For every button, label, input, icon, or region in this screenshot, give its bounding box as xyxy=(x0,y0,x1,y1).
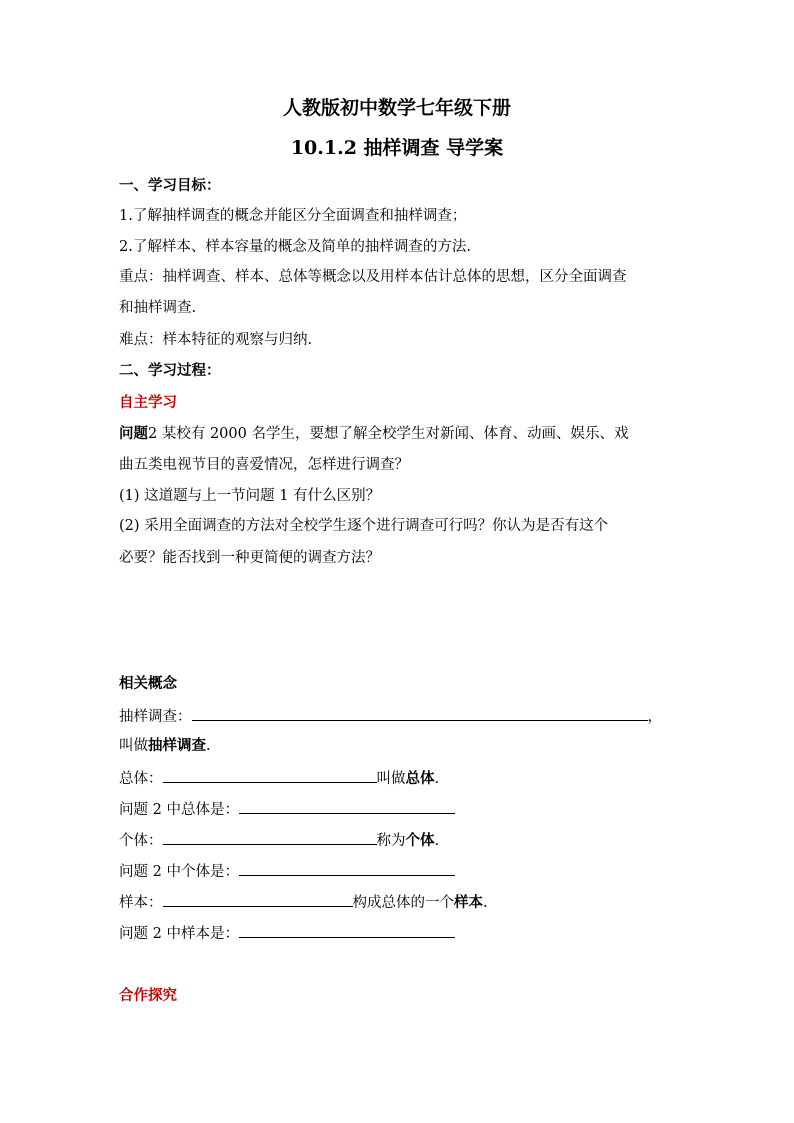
difficulty: 难点：样本特征的观察与归纳. xyxy=(119,332,313,348)
individual-row xyxy=(119,829,439,851)
individual-called-prefix: 称为 xyxy=(376,833,406,849)
question2-sub2-line1: (2) 采用全面调查的方法对全校学生逐个进行调查可行吗？你认为是否有这个 xyxy=(119,518,609,534)
question-label: 问题 xyxy=(119,425,148,442)
q2-sample-label: 问题 2 中样本是： xyxy=(119,926,239,942)
section1-heading: 一、学习目标： xyxy=(119,177,221,194)
doc-subtitle: 10.1.2 抽样调查 导学案 xyxy=(290,137,504,159)
sample-term: 样本 xyxy=(454,894,483,911)
sampling-called-prefix: 叫做 xyxy=(119,738,148,754)
concepts-heading: 相关概念 xyxy=(119,675,177,692)
q2-sample-row xyxy=(119,922,455,944)
cooperate-heading: 合作探究 xyxy=(119,987,177,1004)
question2-line1 xyxy=(119,424,628,444)
individual-blank[interactable] xyxy=(163,829,377,845)
doc-title: 人教版初中数学七年级下册 xyxy=(282,97,511,119)
goal-1: 1.了解抽样调查的概念并能区分全面调查和抽样调查； xyxy=(119,208,467,224)
individual-term: 个体 xyxy=(405,832,435,849)
sampling-blank[interactable] xyxy=(192,705,648,721)
q2-population-blank[interactable] xyxy=(239,798,455,814)
population-row xyxy=(119,767,439,789)
sampling-suffix: . xyxy=(206,738,211,754)
population-called-prefix: 叫做 xyxy=(376,771,406,787)
question2-sub1: (1) 这道题与上一节问题 1 有什么区别？ xyxy=(119,488,381,504)
sample-row xyxy=(119,891,488,913)
population-suffix: . xyxy=(434,771,440,787)
q2-individual-row xyxy=(119,860,455,882)
q2-individual-label: 问题 2 中个体是： xyxy=(119,864,239,880)
goal-2: 2.了解样本、样本容量的概念及简单的抽样调查的方法. xyxy=(119,239,471,255)
q2-individual-blank[interactable] xyxy=(239,860,455,876)
population-blank[interactable] xyxy=(163,767,377,783)
sample-blank[interactable] xyxy=(163,891,353,907)
individual-label: 个体： xyxy=(119,833,163,849)
population-term: 总体 xyxy=(405,770,435,787)
sampling-comma: ， xyxy=(647,709,662,725)
sampling-row xyxy=(119,705,662,727)
population-label: 总体： xyxy=(119,771,163,787)
q2-population-label: 问题 2 中总体是： xyxy=(119,802,239,818)
section2-heading: 二、学习过程： xyxy=(119,362,221,379)
key-points-line1: 重点：抽样调查、样本、总体等概念以及用样本估计总体的思想，区分全面调查 xyxy=(119,269,627,285)
sample-suffix: . xyxy=(483,895,488,911)
sample-called-prefix: 构成总体的一个 xyxy=(352,895,454,911)
sampling-term: 抽样调查 xyxy=(148,737,206,754)
key-points-line2: 和抽样调查. xyxy=(119,300,197,316)
question2-text-1: 2 某校有 2000 名学生，要想了解全校学生对新闻、体育、动画、娱乐、戏 xyxy=(148,426,629,442)
sample-label: 样本： xyxy=(119,895,163,911)
q2-population-row xyxy=(119,798,455,820)
question2-line2: 曲五类电视节目的喜爱情况，怎样进行调查？ xyxy=(119,457,409,473)
question2-sub2-line2: 必要？能否找到一种更简便的调查方法？ xyxy=(119,550,380,566)
self-study-heading: 自主学习 xyxy=(119,394,177,411)
q2-sample-blank[interactable] xyxy=(239,922,455,938)
individual-suffix: . xyxy=(434,833,440,849)
sampling-called-row xyxy=(119,736,211,756)
sampling-label: 抽样调查： xyxy=(119,709,192,725)
